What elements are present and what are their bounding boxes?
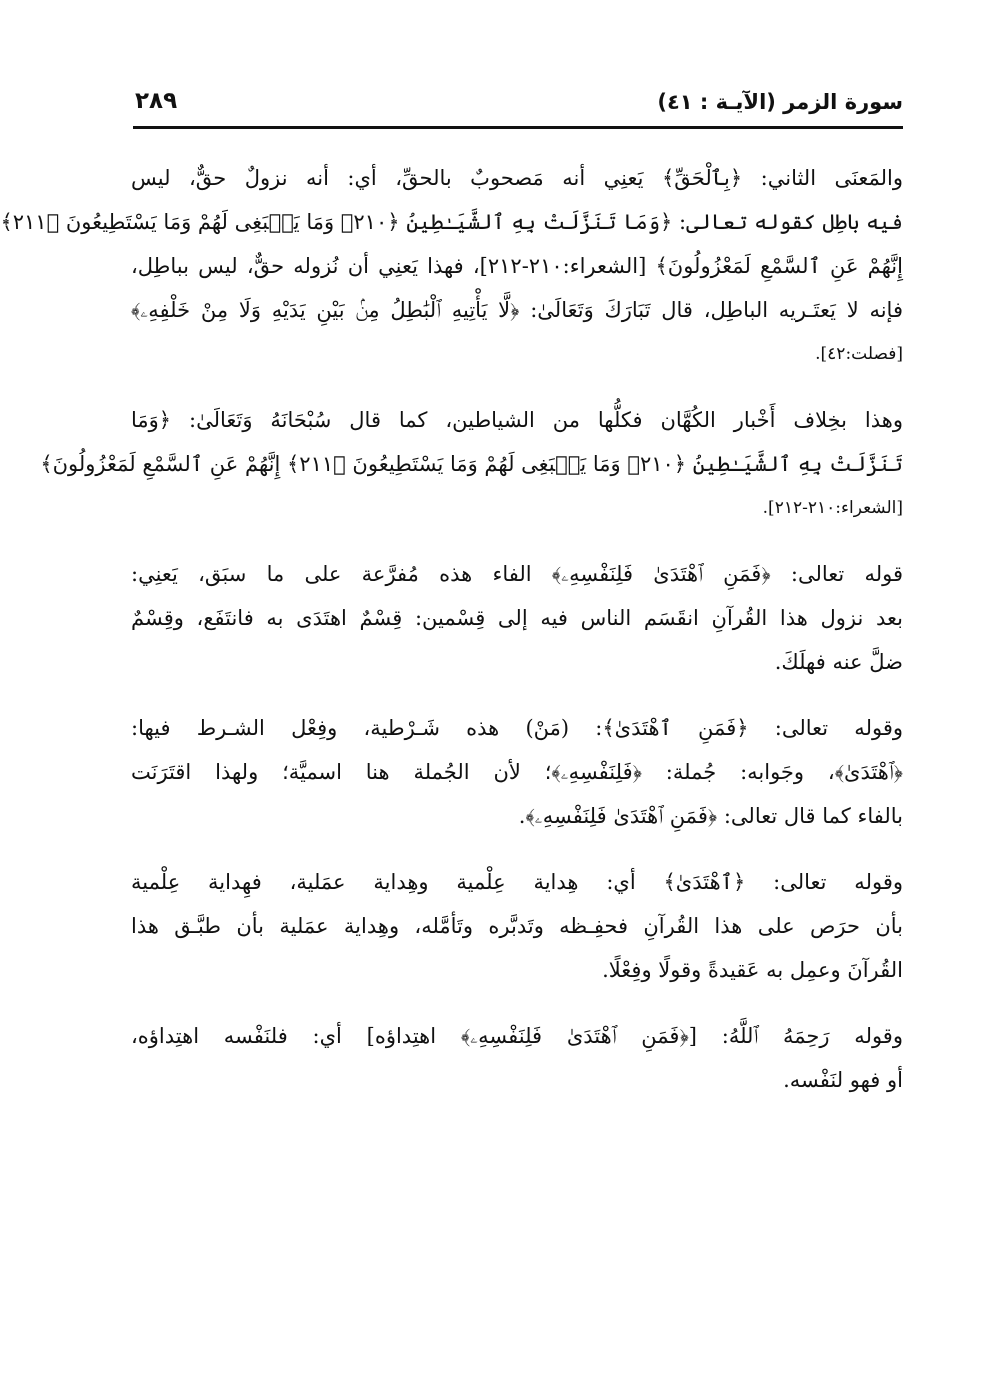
paragraph-gap xyxy=(131,376,903,398)
paragraph-gap xyxy=(131,530,903,552)
text-line: بأن حرَص على هذا القُرآنِ فحفِـظه وتَدبَّره وتَأمَّله، وهِداية عمَلية بأن طبَّـق هذا xyxy=(131,914,903,938)
text-line: فيه باطِل كقوله تعالى: ﴿وَمَا تَنَزَّلَتْ بِهِ ٱلشَّيَـٰطِينُ ﴿٢١٠﴾ وَمَا يَنۢبَغِى لَهُمْ وَمَا يَسْتَطِيعُونَ ﴿٢١١﴾ xyxy=(0,210,903,234)
running-title: سورة الزمر (الآيـة : ٤١) xyxy=(657,90,903,114)
text-line: وقوله تعالى: ﴿ٱهْتَدَىٰ﴾ أي: هِداية عِلْمية وهِداية عمَلية، فهِداية عِلْمية xyxy=(131,870,903,894)
text-line: أو فهو لنَفْسه. xyxy=(783,1068,903,1092)
page-body xyxy=(0,156,903,1102)
paragraph-gap xyxy=(131,838,903,860)
text-line: وقوله تعالى: ﴿فَمَنِ ٱهْتَدَىٰ﴾: (مَنْ) هذه شَـرْطية، وفِعْل الشـرط فيها: xyxy=(131,716,903,740)
paragraph xyxy=(131,1014,903,1102)
text-line: فإنه لا يَعتَـريه الباطِل، قال تَبَارَكَ وَتَعَالَىٰ: ﴿لَّا يَأْتِيهِ ٱلْبَٰطِلُ مِنۢ بَيْنِ يَدَيْهِ وَلَا مِنْ خَلْفِهِۦ﴾ xyxy=(131,298,903,322)
paragraph-gap xyxy=(131,992,903,1014)
page-number: ٢٨٩ xyxy=(135,88,178,114)
text-line: ضلَّ عنه فهلَكَ. xyxy=(774,650,903,674)
paragraph xyxy=(131,552,903,684)
text-line: بعد نزول هذا القُرآنِ انقَسَم الناس فيه إلى قِسْمين: قِسْمٌ اهتَدَى به فانتَفَع، وقِسْمٌ xyxy=(131,606,903,630)
paragraph xyxy=(131,706,903,838)
text-line: ﴿ٱهْتَدَىٰ﴾، وجَوابه: جُملة: ﴿فَلِنَفْسِهِۦ﴾؛ لأن الجُملة هنا اسميَّة؛ ولهذا اقتَرَنَت xyxy=(131,760,903,784)
page-header xyxy=(133,84,903,129)
text-line: وهذا بخِلاف أَخْبار الكُهَّان فكلُّها من الشياطين، كما قال سُبْحَانَهُ وَتَعَالَىٰ: ﴿وَمَا xyxy=(131,408,903,432)
text-line: والمَعنَى الثاني: ﴿بِٱلْحَقِّ﴾ يَعنِي أنه مَصحوبٌ بالحقِّ، أي: أنه نزولٌ حقٌّ، ليس xyxy=(131,166,903,190)
citation: [فصلت:٤٢]. xyxy=(815,344,903,364)
text-line: بالفاء كما قال تعالى: ﴿فَمَنِ ٱهْتَدَىٰ فَلِنَفْسِهِۦ﴾. xyxy=(518,804,903,828)
paragraph-gap xyxy=(131,684,903,706)
paragraph xyxy=(0,156,903,376)
text-line: قوله تعالى: ﴿فَمَنِ ٱهْتَدَىٰ فَلِنَفْسِهِۦ﴾ الفاء هذه مُفرَّعة على ما سبَق، يَعنِي: xyxy=(131,562,903,586)
text-line: القُرآنَ وعمِل به عَقيدةً وقولًا وفِعْلًا. xyxy=(602,958,903,982)
paragraph xyxy=(40,398,903,530)
text-line: وقوله رَحِمَهُ ٱللَّهُ: [﴿فَمَنِ ٱهْتَدَىٰ فَلِنَفْسِهِۦ﴾ اهتِداؤه] أي: فلنَفْسه اهتِداؤه، xyxy=(131,1024,903,1048)
paragraph xyxy=(131,860,903,992)
citation: [الشعراء:٢١٠-٢١٢]. xyxy=(762,498,903,518)
text-line: إِنَّهُمْ عَنِ ٱلسَّمْعِ لَمَعْزُولُونَ﴾ [الشعراء:٢١٠-٢١٢]، فهذا يَعنِي أن نُزوله حقٌّ، ليس بباطِل، xyxy=(131,254,903,278)
text-line: تَنَزَّلَتْ بِهِ ٱلشَّيَـٰطِينُ ﴿٢١٠﴾ وَمَا يَنۢبَغِى لَهُمْ وَمَا يَسْتَطِيعُونَ ﴿٢١١﴾ إِنَّهُمْ عَنِ ٱلسَّمْعِ لَمَعْزُولُونَ﴾ xyxy=(40,452,903,476)
